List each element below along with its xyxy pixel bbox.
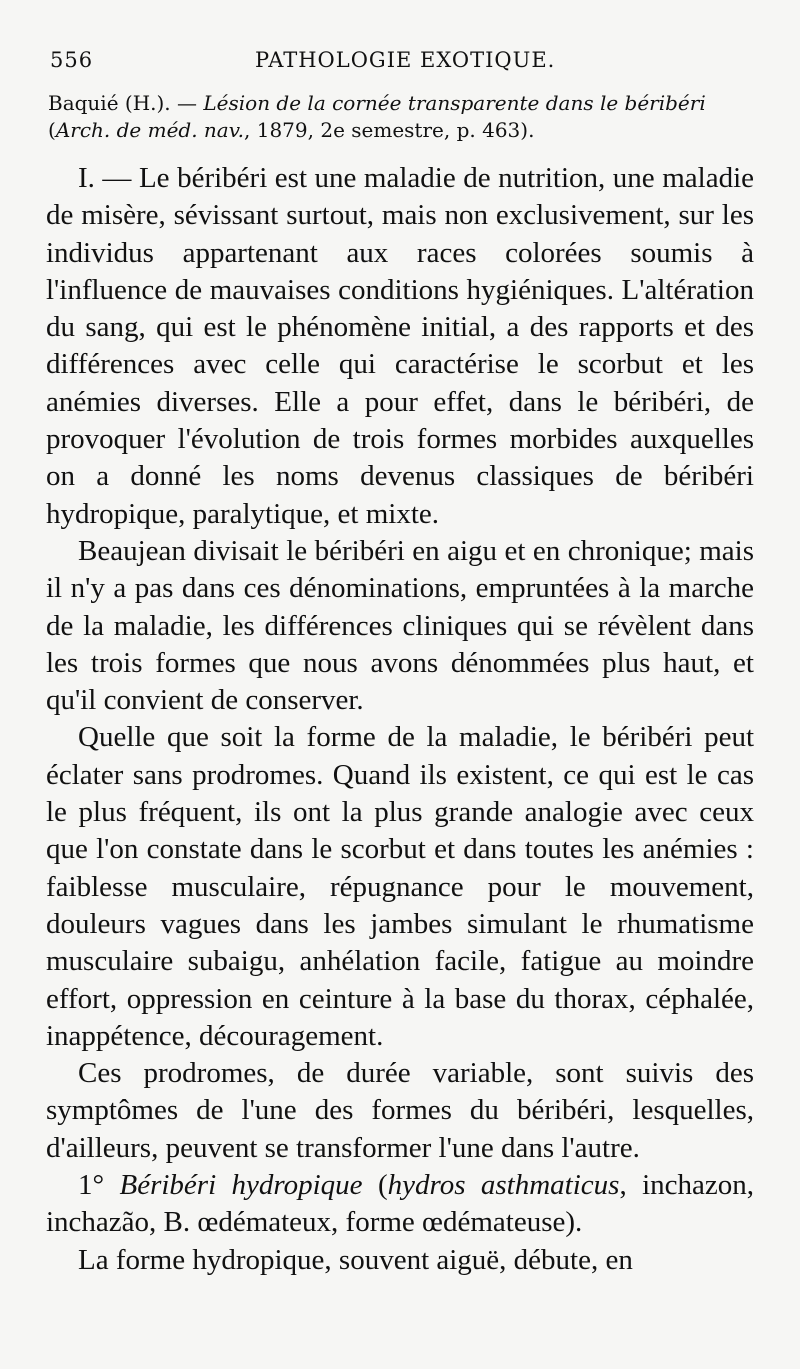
paragraph-1: I. — Le béribéri est une maladie de nutrition, une maladie de misère, sévissant surtout, mais non exclusivement, sur les individus appartenant aux races colorées soumis à l'influence de mauvaises conditions hygiéniques. L'altération du sang, qui est le phénomène initial, a des rapports et des différences avec celle qui caractérise le scorbut et les anémies diverses. Elle a pour effet, dans le béribéri, de provoquer l'évolution de trois formes morbides auxquelles on a donné les noms devenus classiques de béribéri hydropique, paralytique, et mixte.: [46, 162, 754, 530]
section-paren-open: (: [377, 1169, 388, 1202]
paragraph-5: La forme hydropique, souvent aiguë, débute, en: [78, 1243, 633, 1276]
reference-dash: —: [177, 91, 198, 115]
paragraph-2: Beaujean divisait le béribéri en aigu et en chronique; mais il n'y a pas dans ces dénominations, empruntées à la marche de la maladie, les différences cliniques qui se révèlent dans les trois formes que nous avons dénommées plus haut, et qu'il convient de conserver.: [46, 534, 754, 717]
running-title: PATHOLOGIE EXOTIQUE.: [255, 48, 556, 72]
body-text: [46, 160, 754, 1279]
section-latin-name: hydros asthmaticus: [387, 1169, 620, 1202]
page-header: [40, 42, 760, 78]
reference-title: Lésion de la cornée transparente dans le béribéri: [203, 91, 706, 115]
reference-journal: Arch. de méd. nav.: [55, 118, 245, 142]
reference-author: Baquié (H.).: [48, 91, 171, 115]
reference-source-open: (: [48, 118, 56, 142]
reference-source-rest: , 1879, 2e semestre, p. 463).: [244, 118, 535, 142]
paragraph-4: Ces prodromes, de durée variable, sont suivis des symptômes de l'une des formes du béribéri, lesquelles, d'ailleurs, peuvent se transformer l'une dans l'autre.: [46, 1057, 754, 1164]
page-number: 556: [50, 48, 94, 72]
section-number: 1°: [78, 1169, 105, 1202]
section-rest: , inchazon, inchazão, B. œdémateux, forme œdémateuse).: [46, 1169, 754, 1239]
section-heading: [46, 1167, 754, 1242]
bibliography-entry: [48, 90, 760, 144]
paragraph-3: Quelle que soit la forme de la maladie, le béribéri peut éclater sans prodromes. Quand ils existent, ce qui est le cas le plus fréquent, ils ont la plus grande analogie avec ceux que l'on constate dans le scorbut et dans toutes les anémies : faiblesse musculaire, répugnance pour le mouvement, douleurs vagues dans les jambes simulant le rhumatisme musculaire subaigu, anhélation facile, fatigue au moindre effort, oppression en ceinture à la base du thorax, céphalée, inappétence, découragement.: [46, 721, 754, 1052]
section-title: Béribéri hydropique: [119, 1169, 363, 1202]
